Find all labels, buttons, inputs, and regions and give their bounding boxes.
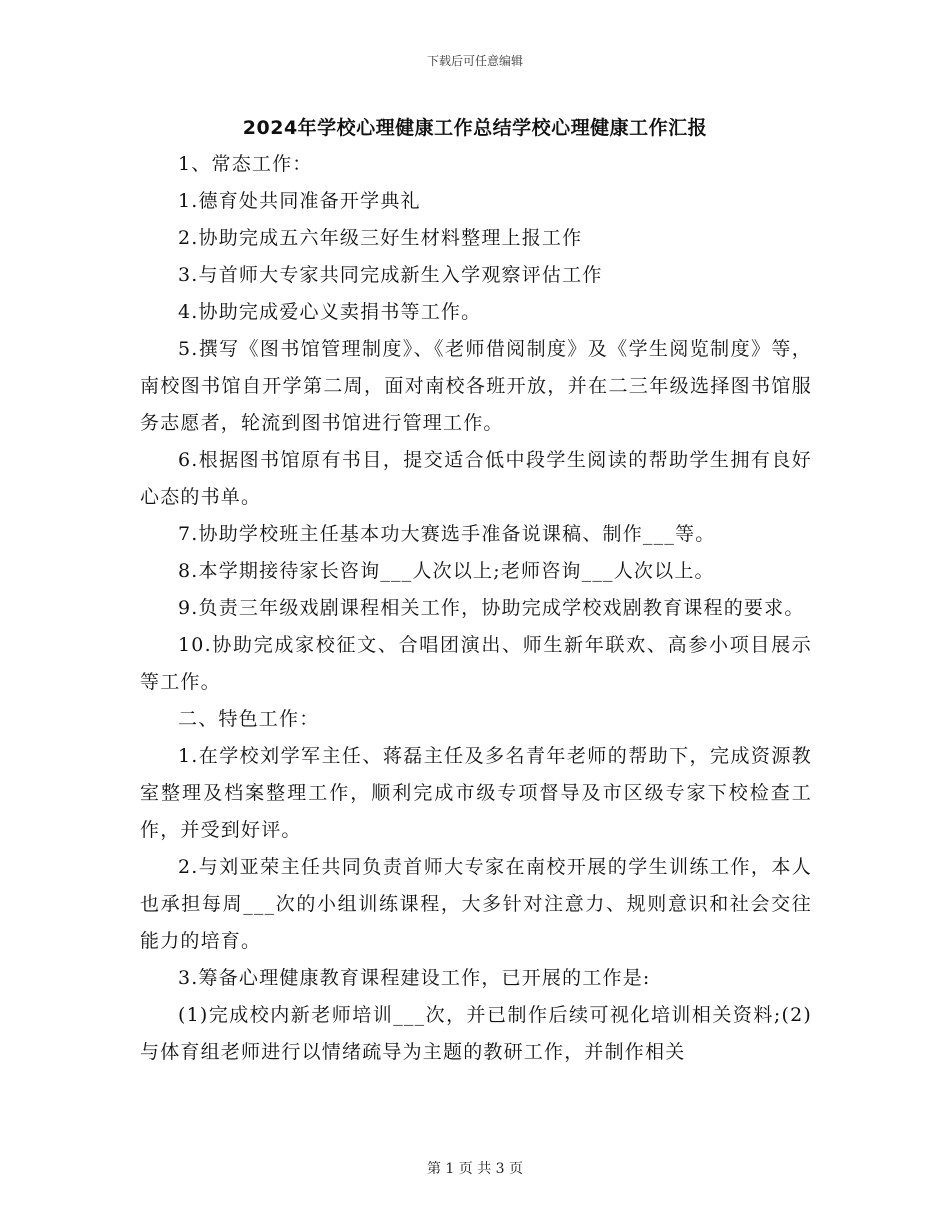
section-heading: 二、特色工作： — [178, 708, 320, 730]
document-body — [140, 146, 812, 1071]
document-title: 2024年学校心理健康工作总结学校心理健康工作汇报 — [242, 117, 708, 139]
paragraph: 3.与首师大专家共同完成新生入学观察评估工作 — [178, 264, 603, 286]
paragraph: 3.筹备心理健康教育课程建设工作，已开展的工作是: — [178, 967, 651, 989]
paragraph: 5.撰写《图书馆管理制度》、《老师借阅制度》及《学生阅览制度》等，南校图书馆自开学第二周，面对南校各班开放，并在二三年级选择图书馆服务志愿者，轮流到图书馆进行管理工作。 — [140, 338, 812, 434]
paragraph: 2.协助完成五六年级三好生材料整理上报工作 — [178, 227, 583, 249]
paragraph: 10.协助完成家校征文、合唱团演出、师生新年联欢、高参小项目展示等工作。 — [140, 634, 812, 693]
paragraph: (1)完成校内新老师培训___次，并已制作后续可视化培训相关资料;(2)与体育组老师进行以情绪疏导为主题的教研工作，并制作相关 — [140, 1004, 812, 1063]
paragraph: 9.负责三年级戏剧课程相关工作，协助完成学校戏剧教育课程的要求。 — [178, 597, 805, 619]
page-header-note: 下载后可任意编辑 — [426, 54, 523, 68]
paragraph: 4.协助完成爱心义卖捐书等工作。 — [178, 301, 482, 323]
paragraph: 1.德育处共同准备开学典礼 — [178, 190, 421, 212]
page-number: 第 1 页 共 3 页 — [426, 1161, 524, 1177]
paragraph: 6.根据图书馆原有书目，提交适合低中段学生阅读的帮助学生拥有良好心态的书单。 — [140, 449, 812, 508]
paragraph: 7.协助学校班主任基本功大赛选手准备说课稿、制作___等。 — [178, 523, 716, 545]
paragraph: 8.本学期接待家长咨询___人次以上;老师咨询___人次以上。 — [178, 560, 715, 582]
paragraph: 1、常态工作： — [178, 153, 313, 175]
paragraph: 2.与刘亚荣主任共同负责首师大专家在南校开展的学生训练工作，本人也承担每周___次的小组训练课程，大多针对注意力、规则意识和社会交往能力的培育。 — [140, 856, 812, 952]
paragraph: 1.在学校刘学军主任、蒋磊主任及多名青年老师的帮助下，完成资源教室整理及档案整理工作，顺利完成市级专项督导及市区级专家下校检查工作，并受到好评。 — [140, 745, 812, 841]
